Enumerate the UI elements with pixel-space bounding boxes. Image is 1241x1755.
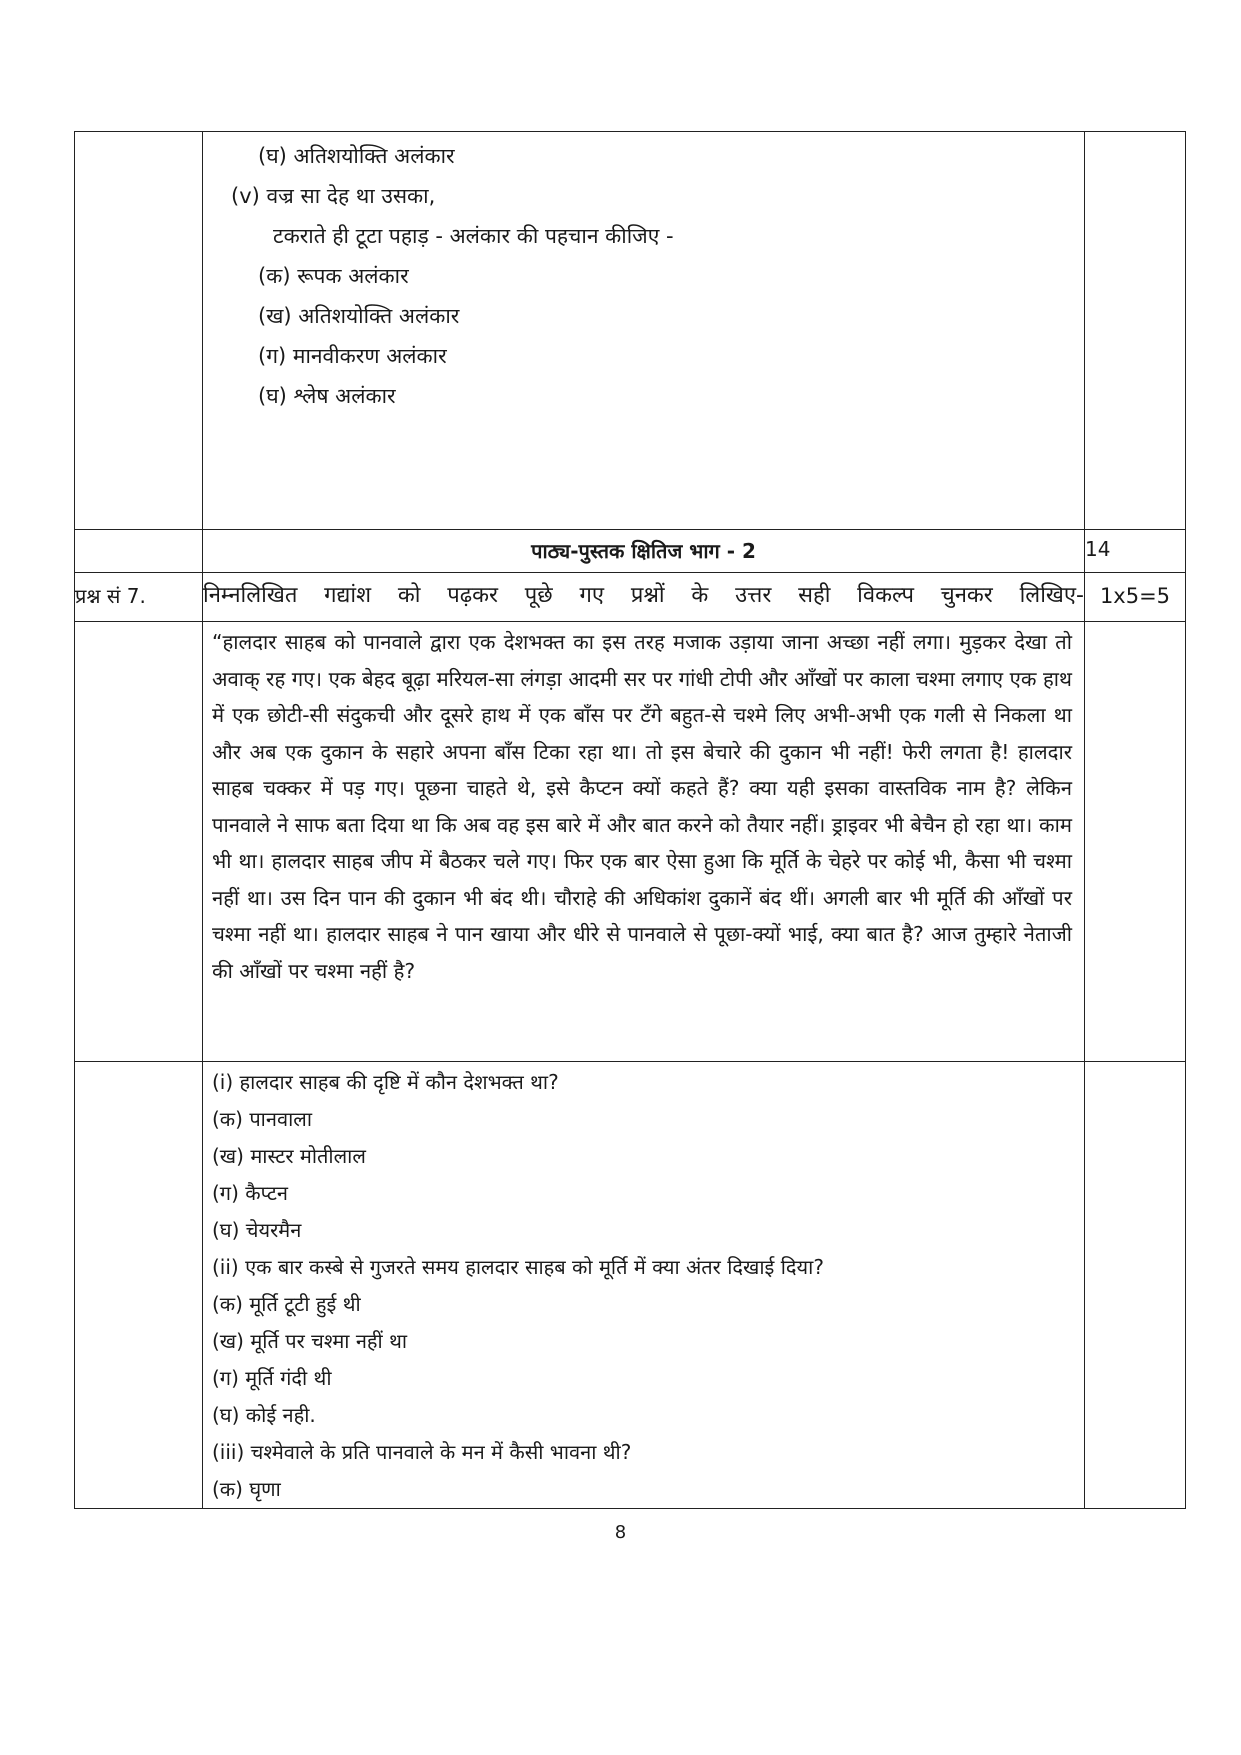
section-title: पाठ्य-पुस्तक क्षितिज भाग - 2 [203,530,1085,573]
sub-question-v: (v) वज्र सा देह था उसका, [231,184,436,208]
option-line: (घ) श्लेष अलंकार [258,384,396,408]
option-line: (क) घृणा [212,1477,281,1501]
table-row [75,622,1186,1062]
sub-questions-cell [203,1062,1085,1509]
section-marks: 14 [1085,530,1186,573]
table-row [75,573,1186,622]
sub-question-v-continuation: टकराते ही टूटा पहाड़ - अलंकार की पहचान कीजिए - [273,224,674,248]
sub-question-iii: (iii) चश्मेवाले के प्रति पानवाले के मन में कैसी भावना थी? [212,1440,632,1464]
option-line: (घ) चेयरमैन [212,1218,302,1242]
table-row [75,132,1186,530]
marks-cell-empty [1085,132,1186,530]
question-instruction: निम्नलिखित गद्यांश को पढ़कर पूछे गए प्रश्नों के उत्तर सही विकल्प चुनकर लिखिए- [203,573,1085,622]
passage-text: “हालदार साहब को पानवाले द्वारा एक देशभक्त का इस तरह मजाक उड़ाया जाना अच्छा नहीं लगा। मुड़कर देखा तो अवाक् रह गए। एक बेहद बूढ़ा मरियल-सा लंगड़ा आदमी सर पर गांधी टोपी और आँखों पर काला चश्मा लगाए एक हाथ में एक छोटी-सी संदुकची और दूसरे हाथ में एक बाँस पर टँगे बहुत-से चश्मे लिए अभी-अभी एक गली से निकला था और अब एक दुकान के सहारे अपना बाँस टिका रहा था। तो इस बेचारे की दुकान भी नहीं! फेरी लगता है! हालदार साहब चक्कर में पड़ गए। पूछना चाहते थे, इसे कैप्टन क्यों कहते हैं? क्या यही इसका वास्तविक नाम है? लेकिन पानवाले ने साफ बता दिया था कि अब वह इस बारे में और बात करने को तैयार नहीं। ड्राइवर भी बेचैन हो रहा था। काम भी था। हालदार साहब जीप में बैठकर चले गए। फिर एक बार ऐसा हुआ कि मूर्ति के चेहरे पर कोई भी, कैसा भी चश्मा नहीं था। उस दिन पान की दुकान भी बंद थी। चौराहे की अधिकांश दुकानें बंद थीं। अगली बार भी मूर्ति की आँखों पर चश्मा नहीं था। हालदार साहब ने पान खाया और धीरे से पानवाले से पूछा-क्यों भाई, क्या बात है? आज तुम्हारे नेताजी की आँखों पर चश्मा नहीं है? [212,630,1072,983]
option-line: (ख) मूर्ति पर चश्मा नहीं था [212,1329,408,1353]
option-line: (ग) कैप्टन [212,1181,289,1205]
marks-cell-empty [1085,622,1186,1062]
option-line: (क) मूर्ति टूटी हुई थी [212,1292,361,1316]
table-row [75,530,1186,573]
marks-cell-empty [1085,1062,1186,1509]
option-line: (ख) अतिशयोक्ति अलंकार [258,304,460,328]
option-line: (क) पानवाला [212,1107,313,1131]
passage-cell [203,622,1085,1062]
qno-cell-empty [75,132,203,530]
option-line: (ग) मानवीकरण अलंकार [258,344,447,368]
question-marks: 1x5=5 [1085,573,1186,622]
option-line: (ख) मास्टर मोतीलाल [212,1144,366,1168]
table-row [75,1062,1186,1509]
qno-cell-empty [75,622,203,1062]
sub-question-ii: (ii) एक बार कस्बे से गुजरते समय हालदार साहब को मूर्ति में क्या अंतर दिखाई दिया? [212,1255,824,1279]
page-number: 8 [614,1522,627,1543]
sub-question-i: (i) हालदार साहब की दृष्टि में कौन देशभक्त था? [212,1070,559,1094]
question-number: प्रश्न सं 7. [75,573,203,622]
option-line: (घ) कोई नही. [212,1403,316,1427]
option-line: (ग) मूर्ति गंदी थी [212,1366,332,1390]
question-table [74,131,1186,1509]
option-line: (क) रूपक अलंकार [258,264,409,288]
continued-options-cell [203,132,1085,530]
qno-cell-empty [75,530,203,573]
option-line: (घ) अतिशयोक्ति अलंकार [258,144,455,168]
qno-cell-empty [75,1062,203,1509]
